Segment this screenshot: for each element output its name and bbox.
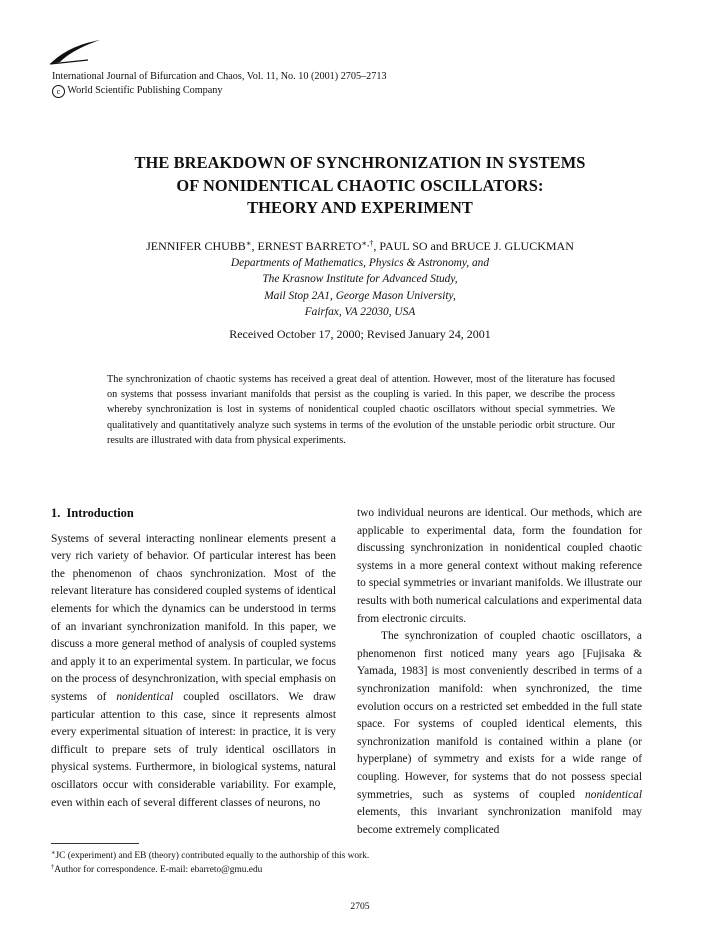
journal-citation: International Journal of Bifurcation and Chaos, Vol. 11, No. 10 (2001) 2705–2713 [52, 71, 387, 82]
publisher-logo-icon [48, 38, 102, 66]
title-line: THEORY AND EXPERIMENT [247, 198, 473, 217]
affiliation-line: Departments of Mathematics, Physics & Astronomy, and [230, 257, 490, 269]
affiliation-line: The Krasnow Institute for Advanced Study, [262, 273, 458, 286]
journal-header [52, 70, 387, 98]
footnote-divider [51, 843, 139, 844]
abstract: The synchronization of chaotic systems has received a great deal of attention. However, most of the literature has focused on systems that possess invariant manifolds that persist as the coupling is varied. In this paper, we describe the process whereby synchronization is lost in systems of nonidentical coupled chaotic oscillators without special symmetries. We qualitatively and quantitatively analyze such systems in terms of the evolution of the unstable periodic orbit structure. Our results are illustrated with data from physical experiments. [107, 374, 615, 446]
author: JENNIFER CHUBB [146, 239, 246, 253]
paper-title [60, 152, 660, 220]
affiliation [40, 255, 680, 320]
page-number: 2705 [350, 901, 370, 912]
title-line: THE BREAKDOWN OF SYNCHRONIZATION IN SYSTEMS [134, 153, 586, 172]
section-heading [51, 505, 336, 523]
footnote: ∗JC (experiment) and EB (theory) contributed equally to the authorship of this work. [51, 849, 370, 861]
copyright-icon: c [52, 85, 65, 98]
author-mark: ∗,† [361, 238, 374, 248]
emphasis: nonidentical [585, 788, 642, 801]
author-list: JENNIFER CHUBB∗, ERNEST BARRETO∗,†, PAUL SO and BRUCE J. GLUCKMAN [146, 238, 574, 253]
author-mark: ∗ [245, 238, 252, 248]
author: PAUL SO and BRUCE J. GLUCKMAN [379, 239, 574, 253]
affiliation-line: Fairfax, VA 22030, USA [304, 305, 416, 318]
section-number: 1. [51, 506, 61, 520]
right-column [357, 505, 642, 839]
received-dates: Received October 17, 2000; Revised January 24, 2001 [229, 327, 491, 341]
paragraph: Systems of several interacting nonlinear elements present a very rich variety of behavior. Of particular interest has been the phenomenon of chaos synchronization. Most of the relevant literature has considered coupled systems of identical elements for which the dynamics can be understood in terms of an invariant synchronization manifold. In this paper, we discuss a more general method of analysis of coupled systems and apply it to an experimental system. In particular, we focus on the process of desynchronization, with special emphasis on systems of nonidentical coupled oscillators. We draw particular attention to this case, since it represents almost every experimental situation of interest: in practice, it is very difficult to prepare sets of truly identical oscillators in physical systems. Furthermore, in biological systems, natural oscillators occur with considerable variability. For example, even within each of several different classes of neurons, no [51, 532, 336, 809]
publisher-line [52, 84, 387, 98]
footnotes [51, 849, 369, 877]
emphasis: nonidentical [116, 690, 174, 703]
paragraph: two individual neurons are identical. Our methods, which are applicable to experimental data, form the foundation for discussing synchronization in nonidentical coupled chaotic systems in a more general context without making reference to special symmetries or invariant manifolds. We illustrate our results with both numerical calculations and experimental data from electronic circuits. [357, 507, 642, 625]
author: ERNEST BARRETO [257, 239, 362, 253]
paragraph: The synchronization of coupled chaotic oscillators, a phenomenon first noticed many years ago [Fujisaka & Yamada, 1983] is most conveniently described in terms of a synchronization manifold: when synchronized, the time evolution occurs on a restricted set embedded in the full state space. For systems of coupled identical elements, this synchronization manifold is contained within a plane (or hyperplane) of symmetry and exists for a wide range of coupling. However, for systems that do not possess special symmetries, such as systems of coupled nonidentical elements, this invariant synchronization manifold may become extremely complicated [357, 630, 642, 836]
title-line: OF NONIDENTICAL CHAOTIC OSCILLATORS: [176, 175, 544, 195]
section-title: Introduction [66, 506, 134, 520]
affiliation-line: Mail Stop 2A1, George Mason University, [264, 289, 456, 302]
footnote: †Author for correspondence. E-mail: ebarreto@gmu.edu [51, 863, 263, 875]
publisher-name: World Scientific Publishing Company [67, 85, 223, 96]
left-column [51, 505, 336, 812]
